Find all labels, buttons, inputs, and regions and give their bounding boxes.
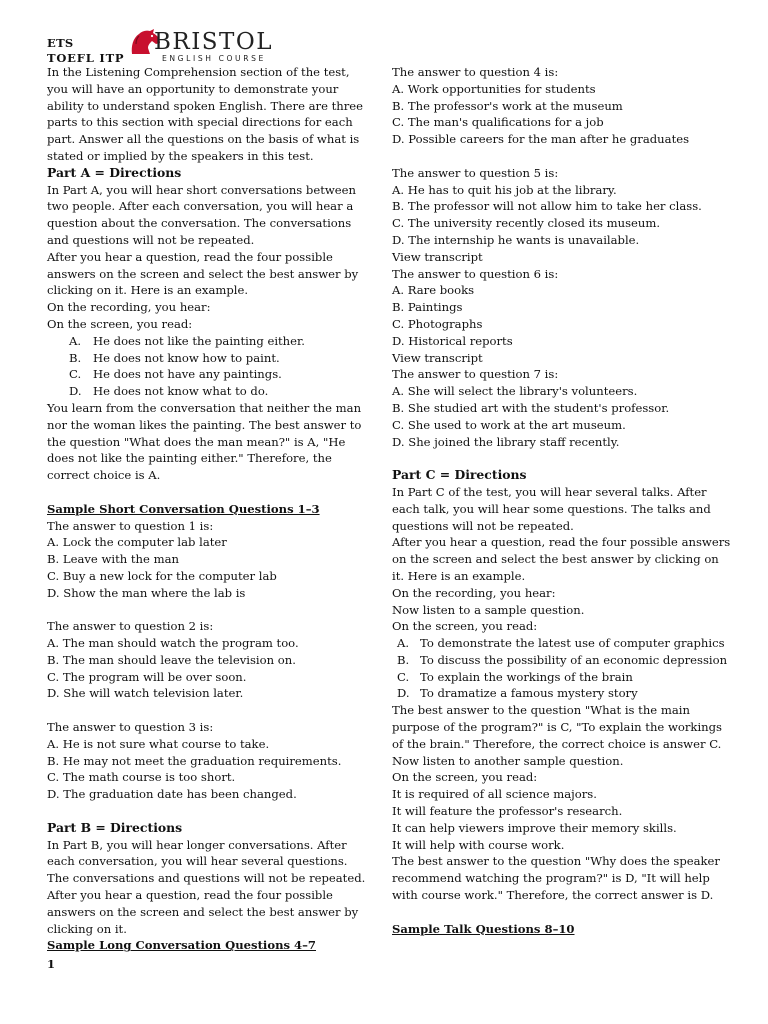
q5-option-b: B. The professor will not allow him to take her class. bbox=[392, 199, 702, 214]
talk-questions-heading: Sample Talk Questions 8–10 bbox=[392, 921, 575, 936]
part-c-paragraph-4: The best answer to the question "Why does the speaker recommend watching the program?" is D, "It will help with course work." Therefore, the correct answer is D. bbox=[392, 854, 720, 903]
c-option-d: D. To dramatize a famous mystery story bbox=[397, 686, 638, 701]
left-column bbox=[47, 64, 372, 954]
q4-title: The answer to question 4 is: bbox=[392, 65, 559, 79]
q7-option-b: B. She studied art with the student's professor. bbox=[392, 400, 670, 415]
q6-option-b: B. Paintings bbox=[392, 300, 463, 315]
q1-option-b: B. Leave with the man bbox=[47, 552, 179, 567]
q7-option-a: A. She will select the library's volunteers. bbox=[392, 384, 638, 399]
q4-option-c: C. The man's qualifications for a job bbox=[392, 115, 604, 130]
example-option-d: D. He does not know what to do. bbox=[69, 384, 269, 399]
part-b-heading: Part B = Directions bbox=[47, 819, 183, 835]
q3-title: The answer to question 3 is: bbox=[47, 720, 214, 735]
on-screen-label-c2: On the screen, you read: bbox=[392, 770, 538, 785]
view-transcript-link-1[interactable]: View transcript bbox=[392, 249, 483, 264]
q3-option-c: C. The math course is too short. bbox=[47, 770, 236, 785]
part-c-heading: Part C = Directions bbox=[392, 467, 527, 483]
view-transcript-link-2[interactable]: View transcript bbox=[392, 350, 483, 365]
c-option-a: A. To demonstrate the latest use of computer graphics bbox=[397, 636, 725, 651]
example-options bbox=[47, 333, 372, 400]
q7-title: The answer to question 7 is: bbox=[392, 367, 559, 382]
example-option-b: B. He does not know how to paint. bbox=[69, 350, 280, 365]
now-listen-label-1: Now listen to a sample question. bbox=[392, 602, 585, 617]
q6-option-a: A. Rare books bbox=[392, 283, 475, 298]
q2-option-c: C. The program will be over soon. bbox=[47, 669, 247, 684]
q6-title: The answer to question 6 is: bbox=[392, 266, 559, 281]
c2-option-4: It will help with course work. bbox=[392, 837, 565, 852]
on-recording-label: On the recording, you hear: bbox=[47, 300, 211, 315]
q6-option-c: C. Photographs bbox=[392, 316, 483, 331]
part-c-paragraph-1: In Part C of the test, you will hear several talks. After each talk, you will hear some questions. The talks and questions will not be repeated. bbox=[392, 484, 711, 533]
q2-title: The answer to question 2 is: bbox=[47, 619, 214, 634]
q5-option-c: C. The university recently closed its museum. bbox=[392, 216, 661, 231]
part-b-paragraph-1: In Part B, you will hear longer conversations. After each conversation, you will hear several questions. The conversations and questions will not be repeated. bbox=[47, 837, 366, 886]
now-listen-label-2: Now listen to another sample question. bbox=[392, 753, 624, 768]
intro-paragraph: In the Listening Comprehension section of the test, you will have an opportunity to demonstrate your ability to understand spoken English. There are three parts to this section with special directions for each part. Answer all the questions on the basis of what is stated or implied by the speakers in this test. bbox=[47, 65, 364, 163]
on-recording-label-c: On the recording, you hear: bbox=[392, 585, 556, 600]
c2-option-2: It will feature the professor's research. bbox=[392, 804, 623, 819]
q2-option-a: A. The man should watch the program too. bbox=[47, 636, 299, 651]
q5-title: The answer to question 5 is: bbox=[392, 165, 559, 180]
q7-option-c: C. She used to work at the art museum. bbox=[392, 417, 626, 432]
part-a-paragraph-3: You learn from the conversation that neither the man nor the woman likes the painting. The best answer to the question "What does the man mean?" is A, "He does not like the painting either." Therefore, the correct choice is A. bbox=[47, 400, 362, 483]
short-conversation-heading: Sample Short Conversation Questions 1–3 bbox=[47, 501, 320, 516]
logo-wordmark: BRISTOL bbox=[154, 29, 274, 55]
q6-option-d: D. Historical reports bbox=[392, 333, 513, 348]
part-c-example-options bbox=[392, 635, 732, 702]
part-b-paragraph-2: After you hear a question, read the four possible answers on the screen and select the best answer by clicking on it. bbox=[47, 888, 359, 936]
c2-option-3: It can help viewers improve their memory skills. bbox=[392, 820, 677, 835]
q4-option-d: D. Possible careers for the man after he graduates bbox=[392, 132, 690, 147]
example-option-c: C. He does not have any paintings. bbox=[69, 367, 282, 382]
q3-option-d: D. The graduation date has been changed. bbox=[47, 787, 297, 802]
q2-option-d: D. She will watch television later. bbox=[47, 686, 244, 701]
on-screen-label: On the screen, you read: bbox=[47, 316, 193, 331]
ets-label: ETS bbox=[47, 36, 74, 50]
right-column bbox=[392, 64, 732, 937]
part-a-paragraph-1: In Part A, you will hear short conversations between two people. After each conversation, you will hear a question about the conversation. The conversations and questions will not be repeated. bbox=[47, 182, 356, 247]
part-a-paragraph-2: After you hear a question, read the four possible answers on the screen and select the best answer by clicking on it. Here is an example. bbox=[47, 249, 359, 298]
q1-option-d: D. Show the man where the lab is bbox=[47, 585, 246, 600]
q1-title: The answer to question 1 is: bbox=[47, 518, 214, 533]
example-option-a: A. He does not like the painting either. bbox=[69, 333, 305, 348]
q5-option-d: D. The internship he wants is unavailable. bbox=[392, 232, 640, 247]
q4-option-b: B. The professor's work at the museum bbox=[392, 98, 623, 113]
part-c-paragraph-3: The best answer to the question "What is the main purpose of the program?" is C, "To explain the workings of the brain." Therefore, the correct choice is answer C. bbox=[392, 703, 722, 751]
toefl-itp-label: TOEFL ITP bbox=[47, 51, 125, 65]
q4-option-a: A. Work opportunities for students bbox=[392, 81, 596, 96]
page-number: 1 bbox=[47, 957, 56, 971]
q5-option-a: A. He has to quit his job at the library. bbox=[392, 182, 617, 197]
document-header bbox=[47, 36, 124, 66]
c-option-c: C. To explain the workings of the brain bbox=[397, 669, 633, 684]
on-screen-label-c1: On the screen, you read: bbox=[392, 619, 538, 634]
q3-option-b: B. He may not meet the graduation requirements. bbox=[47, 753, 342, 768]
q2-option-b: B. The man should leave the television on. bbox=[47, 652, 296, 667]
q3-option-a: A. He is not sure what course to take. bbox=[47, 736, 270, 751]
part-a-heading: Part A = Directions bbox=[47, 164, 182, 180]
q7-option-d: D. She joined the library staff recently. bbox=[392, 434, 620, 449]
long-conversation-heading: Sample Long Conversation Questions 4–7 bbox=[47, 938, 316, 953]
part-c-paragraph-2: After you hear a question, read the four possible answers on the screen and select the best answer by clicking on it. Here is an example. bbox=[392, 535, 731, 583]
q1-option-c: C. Buy a new lock for the computer lab bbox=[47, 568, 277, 583]
c-option-b: B. To discuss the possibility of an economic depression bbox=[397, 652, 728, 667]
q1-option-a: A. Lock the computer lab later bbox=[47, 535, 227, 550]
c2-option-1: It is required of all science majors. bbox=[392, 787, 597, 802]
logo-subtitle: ENGLISH COURSE bbox=[162, 54, 266, 63]
